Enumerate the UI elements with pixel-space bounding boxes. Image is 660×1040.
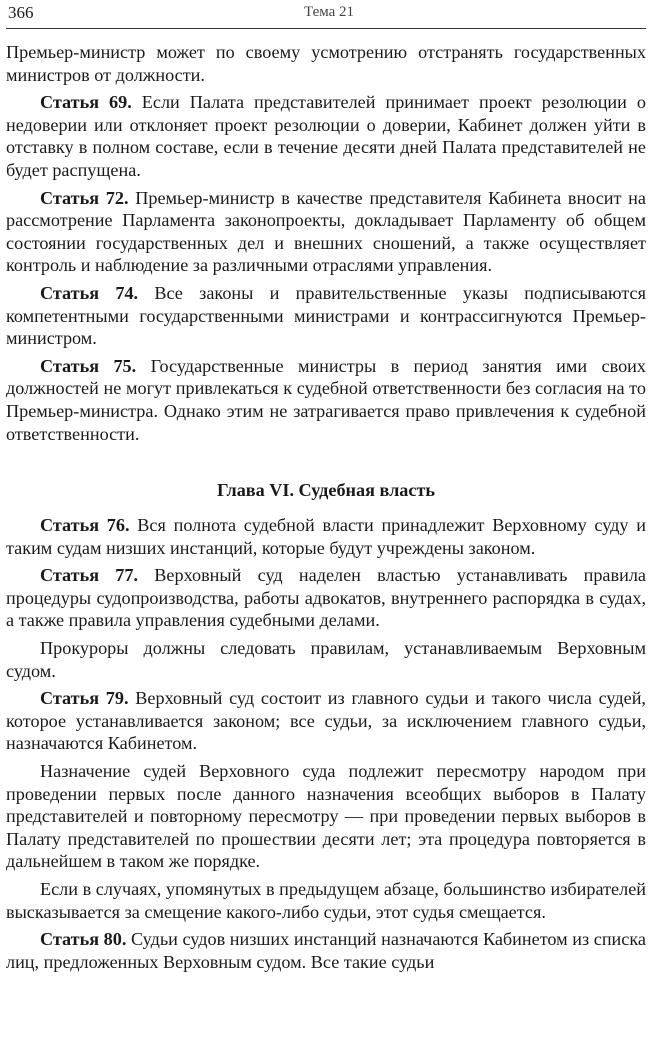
page-body xyxy=(6,29,646,973)
paragraph-text: Верховный суд состоит из главного судьи и такого числа судей, которое устанавливается законом; все судьи, за исключением главного судьи, назначаются Кабинетом. xyxy=(6,688,646,754)
article-label: Статья 79. xyxy=(40,688,129,709)
paragraph xyxy=(6,355,646,445)
article-label: Статья 76. xyxy=(40,515,130,536)
article-label: Статья 72. xyxy=(40,187,129,208)
paragraph-text: Все законы и правительственные указы подписываются компетентными государственными министрами и контрассигнуются Премьер-министром. xyxy=(6,282,646,349)
paragraph xyxy=(6,282,646,350)
paragraph xyxy=(6,928,646,973)
paragraph xyxy=(6,687,646,755)
article-label: Статья 69. xyxy=(40,92,132,113)
paragraph-text: Если Палата представителей принимает проект резолюции о недоверии или отклоняет проект резолюции о доверии, Кабинет должен уйти в отставку в полном составе, если в течение десяти дней Палата представителей не будет распущена. xyxy=(6,92,646,180)
paragraph xyxy=(6,637,646,682)
page-number: 366 xyxy=(8,3,34,22)
paragraph xyxy=(6,187,646,277)
paragraph xyxy=(6,91,646,181)
running-head: Тема 21 xyxy=(304,4,355,20)
paragraph-text: Премьер-министр в качестве представителя Кабинета вносит на рассмотрение Парламента законопроекты, докладывает Парламенту об общем состоянии государственных дел и внешних сношений, а также осуществляет контроль и наблюдение за различными отраслями управления. xyxy=(6,187,646,276)
article-label: Статья 74. xyxy=(40,282,139,303)
article-label: Статья 77. xyxy=(40,565,139,586)
chapter-title: Глава VI. Судебная власть xyxy=(216,480,436,501)
paragraph xyxy=(6,41,646,86)
paragraph-text: Прокуроры должны следовать правилам, устанавливаемым Верховным судом. xyxy=(6,638,646,681)
page-header xyxy=(6,0,646,29)
paragraph xyxy=(6,878,646,923)
paragraph-text: Вся полнота судебной власти принадлежит Верховному суду и таким судам низших инстанций, которые будут учреждены законом. xyxy=(6,515,646,558)
paragraph-text: Если в случаях, упомянутых в предыдущем абзаце, большинство избирателей высказывается за смещение какого-либо судьи, этот судья смещается. xyxy=(6,879,646,922)
paragraph xyxy=(6,564,646,632)
paragraph-text: Верховный суд наделен властью устанавливать правила процедуры судопроизводства, работы адвокатов, внутреннего распорядка в судах, а также правила управления судебными делами. xyxy=(6,565,646,631)
paragraph-text: Премьер-министр может по своему усмотрению отстранять государственных министров от должности. xyxy=(6,42,646,85)
article-label: Статья 75. xyxy=(40,355,137,376)
paragraph-text: Судьи судов низших инстанций назначаются Кабинетом из списка лиц, предложенных Верховным судом. Все такие судьи xyxy=(6,929,646,972)
paragraph xyxy=(6,514,646,559)
article-label: Статья 80. xyxy=(40,929,127,950)
paragraph-text: Назначение судей Верховного суда подлежит пересмотру народом при проведении первых после данного назначения всеобщих выборов в Палату представителей и повторному пересмотру — при проведении первых выборов в Палату представителей по прошествии десяти лет; эта процедура повторяется в дальнейшем в таком же порядке. xyxy=(6,761,646,872)
paragraph-text: Государственные министры в период занятия ими своих должностей не могут привлекаться к судебной ответственности без согласия на то Премьер-министра. Однако этим не затрагивается право привлечения к судебной ответственности. xyxy=(6,355,646,444)
paragraph xyxy=(6,760,646,873)
